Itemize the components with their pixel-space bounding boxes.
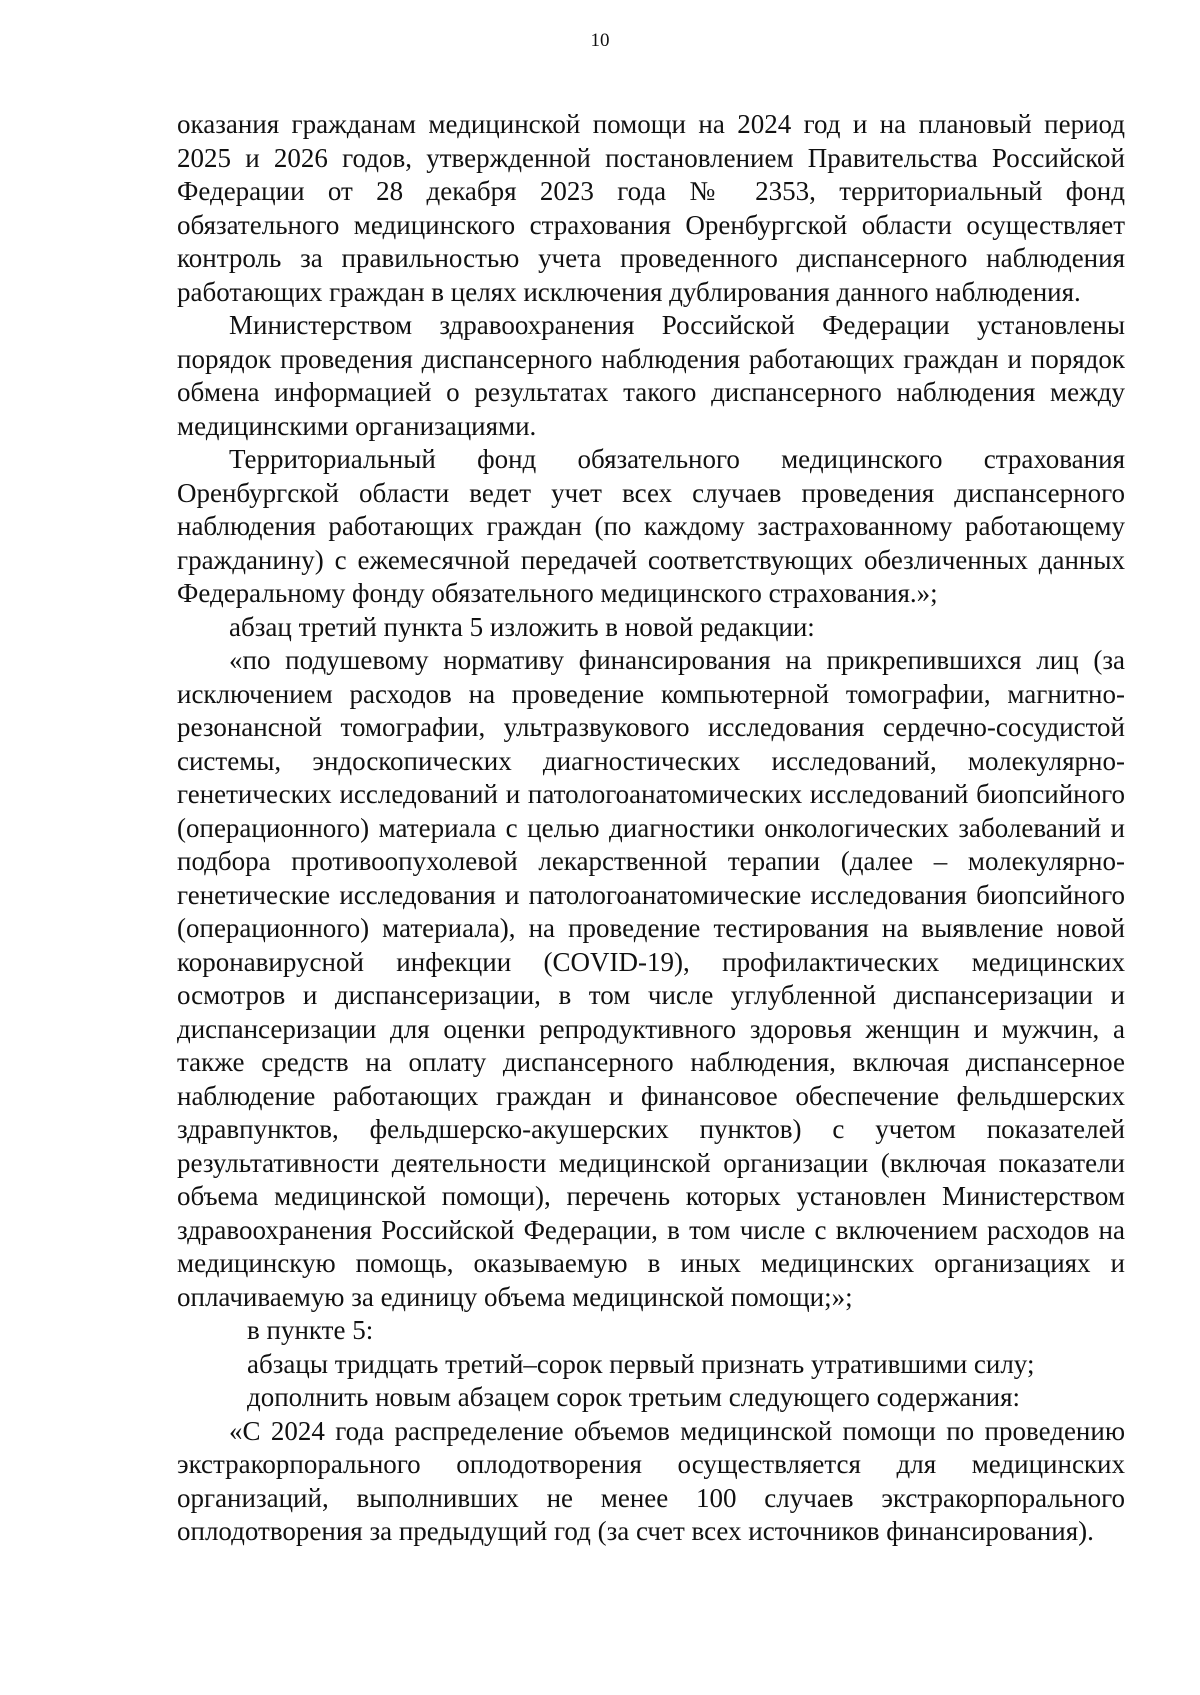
page-number: 10 [590,30,610,51]
paragraph-amendment-intro: абзац третий пункта 5 изложить в новой редакции: [229,611,815,642]
paragraph-per-capita-norm: «по подушевому нормативу финансирования на прикрепившихся лиц (за исключением расходов на проведение компьютерной томографии, магнитно-резонансной томографии, ультразвукового исследования сердечно-сосудистой системы, эндоскопических диагностических исследований, молекулярно-генетических исследований и патологоанатомических исследований биопсийного (операционного) материала с целью диагностики онкологических заболеваний и подбора противоопухолевой лекарственной терапии (далее – молекулярно-генетические исследования и патологоанатомические исследования биопсийного (операционного) материала), на проведение тестирования на выявление новой коронавирусной инфекции (COVID-19), профилактических медицинских осмотров и диспансеризации, в том числе углубленной диспансеризации и диспансеризации для оценки репродуктивного здоровья женщин и мужчин, а также средств на оплату диспансерного наблюдения, включая диспансерное наблюдение работающих граждан и финансовое обеспечение фельдшерских здравпунктов, фельдшерско-акушерских пунктов) с учетом показателей результативности деятельности медицинской организации (включая показатели объема медицинской помощи), перечень которых установлен Министерством здравоохранения Российской Федерации, в том числе с включением расходов на медицинскую помощь, оказываемую в иных медицинских организациях и оплачиваемую за единицу объема медицинской помощи;»; [177,645,1125,1312]
paragraph-in-item-5: в пункте 5: [247,1315,374,1345]
paragraph-ministry: Министерством здравоохранения Российской Федерации установлены порядок проведения диспансерного наблюдения работающих граждан и порядок обмена информацией о результатах такого диспансерного наблюдения между медицинскими организациями. [177,310,1125,441]
paragraph-supplement: дополнить новым абзацем сорок третьим следующего содержания: [247,1382,1021,1412]
paragraph-territorial-fund: Территориальный фонд обязательного медицинского страхования Оренбургской области ведет учет всех случаев проведения диспансерного наблюдения работающих граждан (по каждому застрахованному работающему гражданину) с ежемесячной передачей соответствующих обезличенных данных Федеральному фонду обязательного медицинского страхования.»; [177,444,1125,608]
paragraph-eco-2024: «С 2024 года распределение объемов медицинской помощи по проведению экстракорпорального оплодотворения осуществляется для медицинских организаций, выполнивших не менее 100 случаев экстракорпорального оплодотворения за предыдущий год (за счет всех источников финансирования). [177,1415,1125,1546]
paragraph-continuation: оказания гражданам медицинской помощи на 2024 год и на плановый период 2025 и 2026 годов, утвержденной постановлением Правительства Российской Федерации от 28 декабря 2023 года № 2353, территориальный фонд обязательного медицинского страхования Оренбургской области осуществляет контроль за правильностью учета проведенного диспансерного наблюдения работающих граждан в целях исключения дублирования данного наблюдения. [177,109,1125,307]
paragraph-repeal: абзацы тридцать третий–сорок первый признать утратившими силу; [247,1348,1035,1379]
document-body [177,108,1125,1549]
